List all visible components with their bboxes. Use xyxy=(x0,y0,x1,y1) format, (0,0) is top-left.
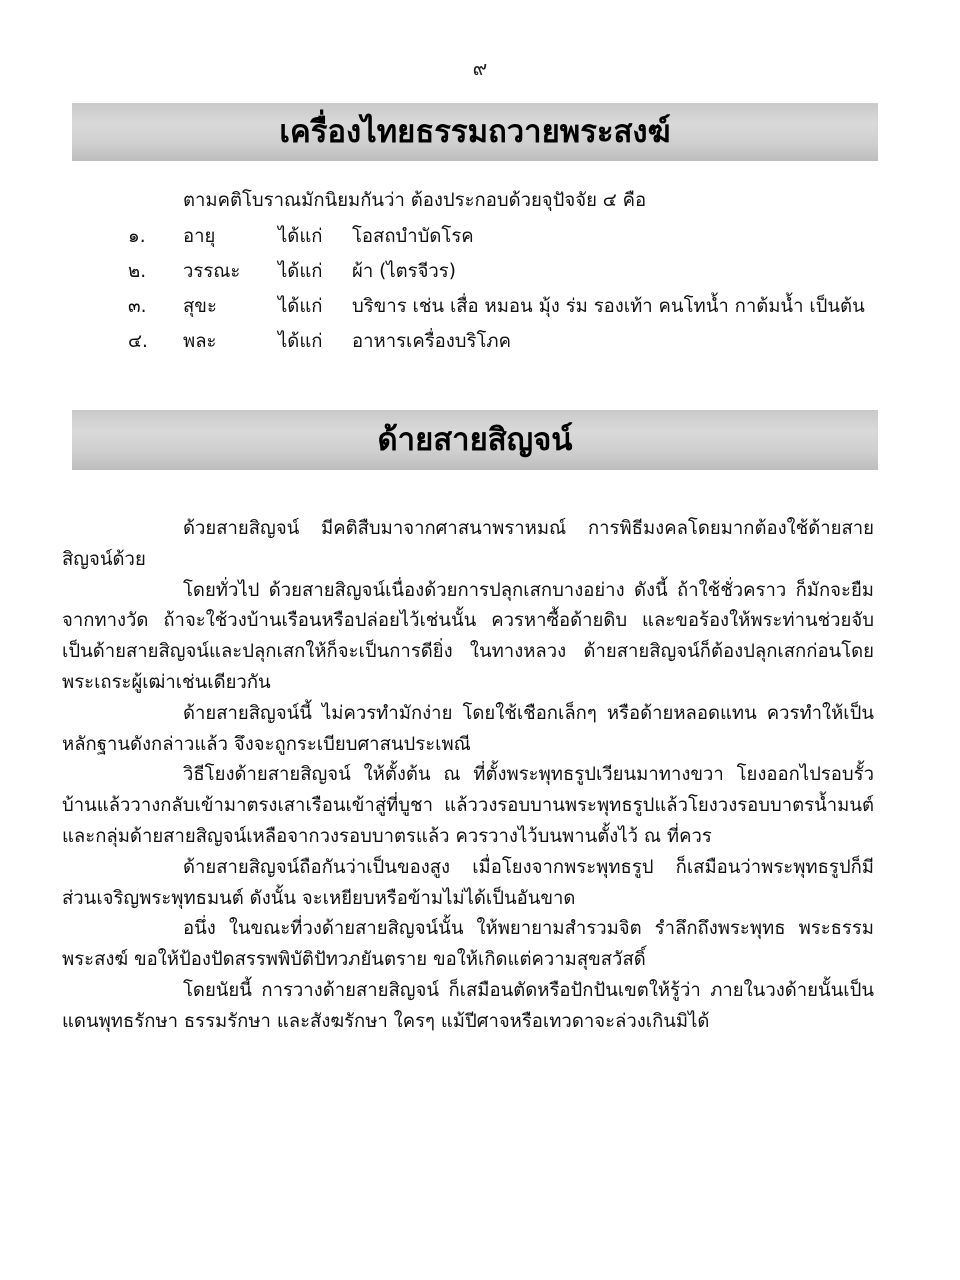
paragraph: อนึ่ง ในขณะที่วงด้ายสายสิญจน์นั้น ให้พยายามสำรวมจิต รำลึกถึงพระพุทธ พระธรรม พระสงฆ์ ขอให้ป้องปัดสรรพพิบัติปัทวภยันตราย ขอให้เกิดแต่ความสุขสวัสดิ์ xyxy=(62,918,874,971)
item-name: สุขะ xyxy=(183,296,217,317)
section-title-sacred-thread: ด้ายสายสิญจน์ xyxy=(72,410,878,470)
paragraph: โดยนัยนี้ การวางด้ายสายสิญจน์ ก็เสมือนตัดหรือปักปันเขตให้รู้ว่า ภายในวงด้ายนั้นเป็นแดนพุทธรักษา ธรรมรักษา และสังฆรักษา ใครๆ แม้ปีศาจหรือเทวดาจะล่วงเกินมิได้ xyxy=(62,979,874,1032)
item-description: บริขาร เช่น เสื่อ หมอน มุ้ง ร่ม รองเท้า คนโทน้ำ กาต้มน้ำ เป็นต้น xyxy=(352,296,865,317)
sacred-thread-body xyxy=(62,514,874,1038)
paragraph: ด้วยสายสิญจน์ มีคติสืบมาจากศาสนาพราหมณ์ การพิธีมงคลโดยมากต้องใช้ด้ายสายสิญจน์ด้วย xyxy=(62,518,874,570)
page-number: ๙ xyxy=(472,56,488,80)
list-item xyxy=(0,222,960,257)
paragraph: ด้ายสายสิญจน์ถือกันว่าเป็นของสูง เมื่อโยงจากพระพุทธรูป ก็เสมือนว่าพระพุทธรูปก็มีส่วนเจริญพระพุทธมนต์ ดังนั้น จะเหยียบหรือข้ามไม่ได้เป็นอันขาด xyxy=(62,856,874,909)
item-description: โอสถบำบัดโรค xyxy=(352,226,474,247)
item-verb: ได้แก่ xyxy=(278,331,323,352)
item-description: อาหารเครื่องบริโภค xyxy=(352,331,511,352)
item-name: อายุ xyxy=(183,226,216,247)
section-title-offerings: เครื่องไทยธรรมถวายพระสงฆ์ xyxy=(72,103,878,161)
item-number: ๒. xyxy=(128,261,147,282)
item-verb: ได้แก่ xyxy=(278,296,323,317)
list-item xyxy=(0,327,960,362)
paragraph: วิธีโยงด้ายสายสิญจน์ ให้ตั้งต้น ณ ที่ตั้งพระพุทธรูปเวียนมาทางขวา โยงออกไปรอบรั้วบ้านแล้ววางกลับเข้ามาตรงเสาเรือนเข้าสู่ที่บูชา แล้ววงรอบบานพระพุทธรูปแล้วโยงวงรอบบาตรน้ำมนต์ และกลุ่มด้ายสายสิญจน์เหลือจากวงรอบบาตรแล้ว ควรวางไว้บนพานตั้งไว้ ณ ที่ควร xyxy=(62,764,874,847)
offerings-intro: ตามคติโบราณมักนิยมกันว่า ต้องประกอบด้วยจุปัจจัย ๔ คือ xyxy=(183,190,647,211)
item-number: ๔. xyxy=(128,331,148,352)
paragraph: โดยทั่วไป ด้วยสายสิญจน์เนื่องด้วยการปลุกเสกบางอย่าง ดังนี้ ถ้าใช้ชั่วคราว ก็มักจะยืมจากทางวัด ถ้าจะใช้วงบ้านเรือนหรือปล่อยไว้เช่นนั้น ควรหาซื้อด้ายดิบ และขอร้องให้พระท่านช่วยจับเป็นด้ายสายสิญจน์และปลุกเสกให้ก็จะเป็นการดียิ่ง ในทางหลวง ด้ายสายสิญจน์ก็ต้องปลุกเสกก่อนโดยพระเถระผู้เฒ่าเช่นเดียวกัน xyxy=(62,579,874,693)
item-name: พละ xyxy=(183,331,217,352)
item-description: ผ้า (ไตรจีวร) xyxy=(352,261,456,282)
list-item xyxy=(0,257,960,292)
item-number: ๑. xyxy=(128,226,146,247)
requisites-list xyxy=(0,222,960,362)
item-name: วรรณะ xyxy=(183,261,241,282)
item-verb: ได้แก่ xyxy=(278,226,323,247)
paragraph: ด้ายสายสิญจน์นี้ ไม่ควรทำมักง่าย โดยใช้เชือกเล็กๆ หรือด้ายหลอดแทน ควรทำให้เป็นหลักฐานดังกล่าวแล้ว จึงจะถูกระเบียบศาสนประเพณี xyxy=(62,702,874,755)
item-number: ๓. xyxy=(128,296,147,317)
item-verb: ได้แก่ xyxy=(278,261,323,282)
list-item xyxy=(0,292,960,327)
